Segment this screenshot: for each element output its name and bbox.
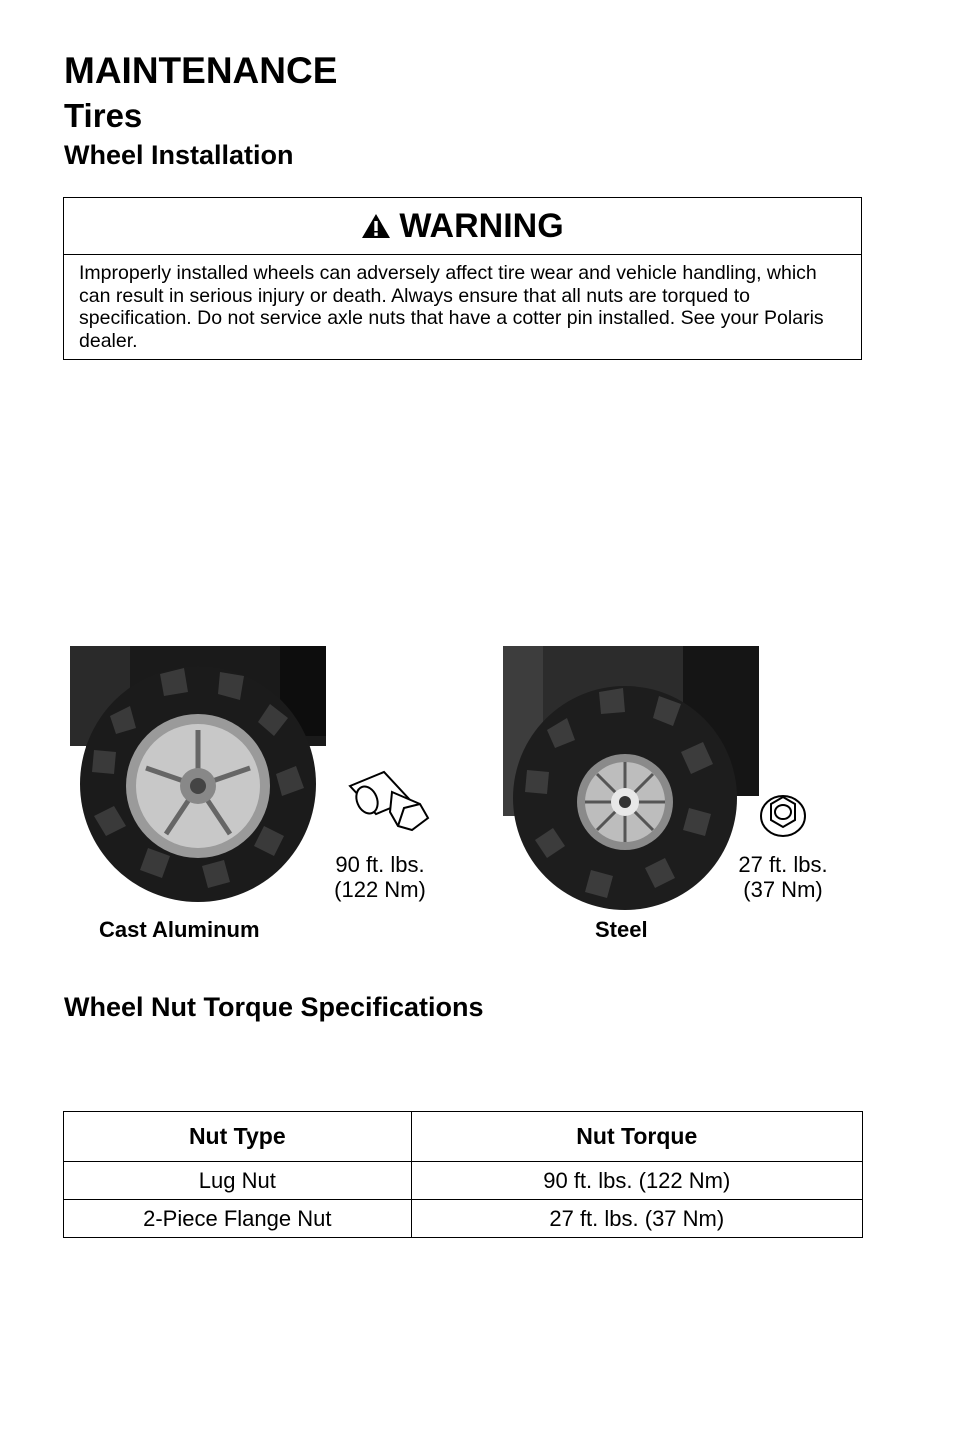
- cast-aluminum-wheel-photo: [70, 646, 326, 904]
- table-row: [64, 1200, 863, 1238]
- header-nut-torque: Nut Torque: [411, 1112, 862, 1162]
- warning-text: Improperly installed wheels can adversely affect tire wear and vehicle handling, which can result in serious injury or death. Always ensure that all nuts are torqued to specification. Do not service axle nuts that have a cotter pin installed. See your Polaris dealer.: [79, 262, 824, 352]
- cast-torque-line1: 90 ft. lbs.: [335, 852, 425, 877]
- topic-title: Wheel Installation: [64, 140, 294, 170]
- flange-nut-icon: [757, 788, 811, 842]
- warning-box: [63, 197, 862, 360]
- steel-wheel-photo: [503, 646, 759, 918]
- cell-nut-torque: 27 ft. lbs. (37 Nm): [411, 1200, 862, 1238]
- warning-triangle-icon: [361, 213, 391, 239]
- cast-torque-line2: (122 Nm): [334, 877, 426, 902]
- subsection-title: Tires: [64, 97, 143, 134]
- section-title: MAINTENANCE: [64, 50, 338, 91]
- cell-nut-torque: 90 ft. lbs. (122 Nm): [411, 1162, 862, 1200]
- cast-aluminum-label: Cast Aluminum: [99, 917, 260, 942]
- header-nut-type: Nut Type: [64, 1112, 412, 1162]
- table-header-row: [64, 1112, 863, 1162]
- warning-header: [64, 198, 861, 255]
- warning-title: WARNING: [399, 206, 564, 245]
- torque-spec-table: [63, 1111, 863, 1238]
- cell-nut-type: Lug Nut: [64, 1162, 412, 1200]
- spec-title: Wheel Nut Torque Specifications: [64, 992, 484, 1022]
- steel-torque-line1: 27 ft. lbs.: [738, 852, 828, 877]
- cast-torque-caption: [322, 852, 438, 902]
- cell-nut-type: 2-Piece Flange Nut: [64, 1200, 412, 1238]
- lug-nut-icon: [342, 768, 434, 836]
- table-row: [64, 1162, 863, 1200]
- steel-torque-caption: [722, 852, 844, 902]
- steel-label: Steel: [595, 917, 648, 942]
- steel-torque-line2: (37 Nm): [743, 877, 823, 902]
